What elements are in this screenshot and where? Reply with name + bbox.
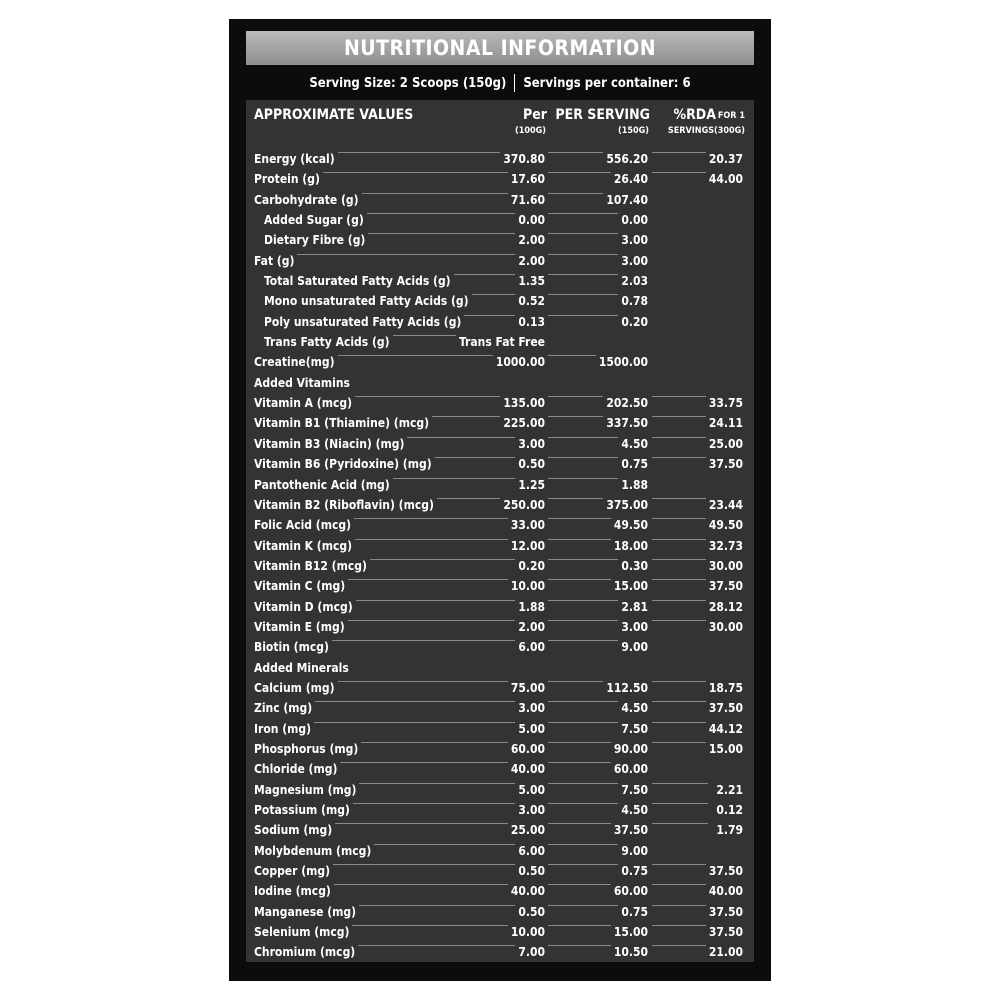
nutrient-rows bbox=[246, 149, 754, 963]
table-row bbox=[246, 800, 754, 820]
table-row bbox=[246, 861, 754, 881]
dotted-leader bbox=[652, 437, 708, 438]
value-per-100g: 7.00 bbox=[515, 945, 545, 959]
value-rda: 33.75 bbox=[706, 396, 743, 410]
value-rda: 37.50 bbox=[706, 925, 743, 939]
value-per-100g: 1000.00 bbox=[493, 355, 545, 369]
dotted-leader bbox=[548, 864, 620, 865]
value-per-100g: 0.50 bbox=[515, 457, 545, 471]
nutrient-name: Creatine(mg) bbox=[254, 355, 338, 369]
value-rda: 37.50 bbox=[706, 701, 743, 715]
table-row bbox=[246, 881, 754, 901]
nutrient-name: Fat (g) bbox=[254, 254, 297, 268]
table-row bbox=[246, 739, 754, 759]
table-row bbox=[246, 922, 754, 942]
header-per-sub: (100G) bbox=[515, 126, 546, 136]
value-per-serving: 0.78 bbox=[618, 294, 648, 308]
dotted-leader bbox=[652, 884, 708, 885]
label-title: NUTRITIONAL INFORMATION bbox=[343, 36, 657, 60]
nutrient-name: Folic Acid (mcg) bbox=[254, 518, 354, 532]
nutrient-name: Zinc (mg) bbox=[254, 701, 315, 715]
nutrient-name: Energy (kcal) bbox=[254, 152, 338, 166]
nutrient-name: Biotin (mcg) bbox=[254, 640, 332, 654]
nutrient-name: Total Saturated Fatty Acids (g) bbox=[264, 274, 454, 288]
value-per-100g: 0.50 bbox=[515, 864, 545, 878]
dotted-leader bbox=[548, 315, 620, 316]
table-row bbox=[246, 230, 754, 250]
title-bar bbox=[246, 31, 754, 65]
value-per-serving: 556.20 bbox=[603, 152, 648, 166]
value-per-100g: 2.00 bbox=[515, 620, 545, 634]
nutrient-name: Vitamin B2 (Riboflavin) (mcg) bbox=[254, 498, 437, 512]
nutrient-name: Calcium (mg) bbox=[254, 681, 338, 695]
dotted-leader bbox=[548, 254, 620, 255]
dotted-leader bbox=[652, 457, 708, 458]
nutrient-name: Selenium (mcg) bbox=[254, 925, 352, 939]
dotted-leader bbox=[652, 925, 708, 926]
value-per-serving: 10.50 bbox=[611, 945, 648, 959]
value-per-100g: 1.35 bbox=[515, 274, 545, 288]
dotted-leader bbox=[266, 254, 516, 255]
table-row bbox=[246, 536, 754, 556]
value-per-serving: 0.20 bbox=[618, 315, 648, 329]
nutrient-name: Potassium (mg) bbox=[254, 803, 353, 817]
value-per-serving: 60.00 bbox=[611, 884, 648, 898]
table-row bbox=[246, 759, 754, 779]
table-row bbox=[246, 719, 754, 739]
value-rda: 1.79 bbox=[713, 823, 743, 837]
dotted-leader bbox=[548, 701, 620, 702]
value-per-serving: 107.40 bbox=[603, 193, 648, 207]
table-row bbox=[246, 271, 754, 291]
value-per-serving: 4.50 bbox=[618, 701, 648, 715]
value-rda: 49.50 bbox=[706, 518, 743, 532]
dotted-leader bbox=[548, 559, 620, 560]
value-rda: 25.00 bbox=[706, 437, 743, 451]
value-rda: 21.00 bbox=[706, 945, 743, 959]
dotted-leader bbox=[652, 416, 708, 417]
nutrient-name: Vitamin B3 (Niacin) (mg) bbox=[254, 437, 407, 451]
nutrient-name: Vitamin E (mg) bbox=[254, 620, 348, 634]
value-per-100g: 2.00 bbox=[515, 233, 545, 247]
value-per-serving: 1.88 bbox=[618, 478, 648, 492]
nutrient-name: Manganese (mg) bbox=[254, 905, 359, 919]
table-row bbox=[246, 902, 754, 922]
value-per-100g: 6.00 bbox=[515, 844, 545, 858]
table-row bbox=[246, 617, 754, 637]
dotted-leader bbox=[652, 701, 708, 702]
nutrient-name: Dietary Fibre (g) bbox=[264, 233, 368, 247]
value-per-100g: 3.00 bbox=[515, 803, 545, 817]
header-per-serving: PER SERVING bbox=[555, 107, 650, 123]
value-per-100g: Trans Fat Free bbox=[456, 335, 545, 349]
table-row bbox=[246, 942, 754, 962]
value-per-serving: 9.00 bbox=[618, 640, 648, 654]
nutrient-name: Vitamin C (mg) bbox=[254, 579, 348, 593]
value-per-100g: 5.00 bbox=[515, 722, 545, 736]
value-per-serving: 202.50 bbox=[603, 396, 648, 410]
value-per-serving: 3.00 bbox=[618, 620, 648, 634]
value-per-100g: 0.50 bbox=[515, 905, 545, 919]
serving-info bbox=[246, 70, 754, 96]
dotted-leader bbox=[652, 396, 708, 397]
value-per-100g: 1.25 bbox=[515, 478, 545, 492]
value-per-serving: 49.50 bbox=[611, 518, 648, 532]
value-rda: 44.00 bbox=[706, 172, 743, 186]
dotted-leader bbox=[548, 437, 620, 438]
dotted-leader bbox=[652, 579, 708, 580]
value-per-serving: 60.00 bbox=[611, 762, 648, 776]
separator bbox=[514, 74, 515, 92]
dotted-leader bbox=[652, 905, 708, 906]
header-rda-small: FOR 1 bbox=[717, 111, 745, 121]
value-rda: 28.12 bbox=[706, 600, 743, 614]
value-per-100g: 0.52 bbox=[515, 294, 545, 308]
value-per-serving: 337.50 bbox=[603, 416, 648, 430]
dotted-leader bbox=[652, 539, 708, 540]
nutrient-name: Mono unsaturated Fatty Acids (g) bbox=[264, 294, 472, 308]
value-per-100g: 0.20 bbox=[515, 559, 545, 573]
value-per-serving: 26.40 bbox=[611, 172, 648, 186]
table-row bbox=[246, 169, 754, 189]
dotted-leader bbox=[548, 172, 620, 173]
table-row bbox=[246, 413, 754, 433]
table-row bbox=[246, 678, 754, 698]
dotted-leader bbox=[548, 742, 620, 743]
dotted-leader bbox=[548, 640, 620, 641]
value-per-100g: 33.00 bbox=[508, 518, 545, 532]
nutrient-name: Molybdenum (mcg) bbox=[254, 844, 374, 858]
table-row bbox=[246, 434, 754, 454]
table-row bbox=[246, 556, 754, 576]
dotted-leader bbox=[652, 864, 708, 865]
value-per-100g: 2.00 bbox=[515, 254, 545, 268]
nutrient-name: Vitamin B6 (Pyridoxine) (mg) bbox=[254, 457, 435, 471]
value-rda: 0.12 bbox=[713, 803, 743, 817]
dotted-leader bbox=[548, 925, 620, 926]
dotted-leader bbox=[652, 498, 708, 499]
dotted-leader bbox=[548, 274, 620, 275]
table-row bbox=[246, 820, 754, 840]
value-per-100g: 60.00 bbox=[508, 742, 545, 756]
table-row bbox=[246, 780, 754, 800]
value-per-serving: 3.00 bbox=[618, 233, 648, 247]
table-row bbox=[246, 475, 754, 495]
value-rda: 30.00 bbox=[706, 620, 743, 634]
nutrient-name: Magnesium (mg) bbox=[254, 783, 359, 797]
value-rda: 20.37 bbox=[706, 152, 743, 166]
dotted-leader bbox=[652, 559, 708, 560]
table-row bbox=[246, 312, 754, 332]
table-row bbox=[246, 454, 754, 474]
value-per-100g: 12.00 bbox=[508, 539, 545, 553]
value-per-serving: 0.75 bbox=[618, 864, 648, 878]
header-per: Per bbox=[523, 107, 547, 123]
value-rda: 37.50 bbox=[706, 905, 743, 919]
dotted-leader bbox=[548, 803, 620, 804]
servings-per-container: Servings per container: 6 bbox=[523, 75, 691, 91]
dotted-leader bbox=[548, 213, 620, 214]
value-per-serving: 4.50 bbox=[618, 803, 648, 817]
table-row bbox=[246, 251, 754, 271]
value-per-100g: 0.13 bbox=[515, 315, 545, 329]
value-per-100g: 10.00 bbox=[508, 579, 545, 593]
nutrient-name: Vitamin A (mcg) bbox=[254, 396, 355, 410]
dotted-leader bbox=[652, 518, 708, 519]
table-row bbox=[246, 515, 754, 535]
value-per-serving: 1500.00 bbox=[596, 355, 648, 369]
value-per-serving: 15.00 bbox=[611, 579, 648, 593]
value-per-serving: 0.00 bbox=[618, 213, 648, 227]
dotted-leader bbox=[548, 762, 620, 763]
dotted-leader bbox=[548, 579, 620, 580]
nutrient-name: Sodium (mg) bbox=[254, 823, 335, 837]
dotted-leader bbox=[548, 233, 620, 234]
value-rda: 30.00 bbox=[706, 559, 743, 573]
nutrient-name: Vitamin K (mcg) bbox=[254, 539, 355, 553]
value-per-serving: 15.00 bbox=[611, 925, 648, 939]
value-per-serving: 90.00 bbox=[611, 742, 648, 756]
value-per-100g: 250.00 bbox=[500, 498, 545, 512]
header-rda-sub: SERVINGS(300G) bbox=[667, 126, 745, 136]
nutrient-name: Chloride (mg) bbox=[254, 762, 340, 776]
header-per-serving-sub: (150G) bbox=[618, 126, 649, 136]
dotted-leader bbox=[652, 742, 708, 743]
value-per-100g: 10.00 bbox=[508, 925, 545, 939]
dotted-leader bbox=[652, 823, 708, 824]
dotted-leader bbox=[548, 884, 620, 885]
dotted-leader bbox=[548, 478, 620, 479]
value-per-serving: 37.50 bbox=[611, 823, 648, 837]
nutrient-name: Added Vitamins bbox=[254, 376, 353, 390]
value-per-100g: 75.00 bbox=[508, 681, 545, 695]
dotted-leader bbox=[652, 152, 708, 153]
table-row bbox=[246, 291, 754, 311]
value-per-serving: 0.75 bbox=[618, 905, 648, 919]
value-rda: 32.73 bbox=[706, 539, 743, 553]
dotted-leader bbox=[652, 803, 708, 804]
table-row bbox=[246, 597, 754, 617]
nutrient-name: Poly unsaturated Fatty Acids (g) bbox=[264, 315, 464, 329]
value-per-100g: 40.00 bbox=[508, 884, 545, 898]
value-per-100g: 3.00 bbox=[515, 437, 545, 451]
dotted-leader bbox=[652, 681, 708, 682]
value-rda: 40.00 bbox=[706, 884, 743, 898]
value-per-100g: 135.00 bbox=[500, 396, 545, 410]
value-per-serving: 2.03 bbox=[618, 274, 648, 288]
table-row bbox=[246, 373, 754, 393]
nutrient-name: Iodine (mcg) bbox=[254, 884, 334, 898]
dotted-leader bbox=[548, 783, 620, 784]
dotted-leader bbox=[548, 518, 620, 519]
dotted-leader bbox=[548, 457, 620, 458]
value-rda: 37.50 bbox=[706, 457, 743, 471]
dotted-leader bbox=[652, 600, 708, 601]
value-rda: 44.12 bbox=[706, 722, 743, 736]
value-per-100g: 17.60 bbox=[508, 172, 545, 186]
value-per-100g: 225.00 bbox=[500, 416, 545, 430]
header-approximate-values: APPROXIMATE VALUES bbox=[254, 107, 414, 123]
dotted-leader bbox=[548, 945, 620, 946]
value-rda: 23.44 bbox=[706, 498, 743, 512]
table-row bbox=[246, 576, 754, 596]
value-rda: 2.21 bbox=[713, 783, 743, 797]
value-per-100g: 0.00 bbox=[515, 213, 545, 227]
value-per-serving: 9.00 bbox=[618, 844, 648, 858]
header-rda: %RDA bbox=[673, 107, 716, 123]
nutrient-name: Trans Fatty Acids (g) bbox=[264, 335, 393, 349]
value-per-serving: 18.00 bbox=[611, 539, 648, 553]
table-row bbox=[246, 210, 754, 230]
dotted-leader bbox=[548, 600, 620, 601]
nutrient-name: Copper (mg) bbox=[254, 864, 333, 878]
nutrient-name: Added Minerals bbox=[254, 661, 352, 675]
value-rda: 15.00 bbox=[706, 742, 743, 756]
dotted-leader bbox=[652, 783, 708, 784]
value-per-100g: 3.00 bbox=[515, 701, 545, 715]
value-rda: 24.11 bbox=[706, 416, 743, 430]
dotted-leader bbox=[652, 172, 708, 173]
nutrient-name: Vitamin D (mcg) bbox=[254, 600, 356, 614]
dotted-leader bbox=[548, 722, 620, 723]
value-rda: 37.50 bbox=[706, 864, 743, 878]
value-per-serving: 0.30 bbox=[618, 559, 648, 573]
serving-size: Serving Size: 2 Scoops (150g) bbox=[309, 75, 507, 91]
value-per-serving: 3.00 bbox=[618, 254, 648, 268]
value-per-100g: 71.60 bbox=[508, 193, 545, 207]
nutrient-name: Carbohydrate (g) bbox=[254, 193, 362, 207]
dotted-leader bbox=[548, 539, 620, 540]
value-per-serving: 4.50 bbox=[618, 437, 648, 451]
table-row bbox=[246, 332, 754, 352]
nutrient-name: Vitamin B12 (mcg) bbox=[254, 559, 370, 573]
value-per-serving: 375.00 bbox=[603, 498, 648, 512]
nutrient-name: Chromium (mcg) bbox=[254, 945, 358, 959]
table-row bbox=[246, 841, 754, 861]
value-per-serving: 0.75 bbox=[618, 457, 648, 471]
table-row bbox=[246, 352, 754, 372]
value-per-100g: 25.00 bbox=[508, 823, 545, 837]
dotted-leader bbox=[548, 905, 620, 906]
dotted-leader bbox=[548, 844, 620, 845]
dotted-leader bbox=[652, 722, 708, 723]
nutrient-name: Phosphorus (mg) bbox=[254, 742, 361, 756]
value-rda: 37.50 bbox=[706, 579, 743, 593]
nutrient-name: Added Sugar (g) bbox=[264, 213, 367, 227]
nutrition-table bbox=[246, 100, 754, 962]
value-per-serving: 2.81 bbox=[618, 600, 648, 614]
table-row bbox=[246, 637, 754, 657]
value-per-serving: 112.50 bbox=[603, 681, 648, 695]
value-per-100g: 5.00 bbox=[515, 783, 545, 797]
table-row bbox=[246, 190, 754, 210]
dotted-leader bbox=[548, 294, 620, 295]
value-per-serving: 7.50 bbox=[618, 783, 648, 797]
table-row bbox=[246, 393, 754, 413]
nutrient-name: Vitamin B1 (Thiamine) (mcg) bbox=[254, 416, 432, 430]
value-rda: 18.75 bbox=[706, 681, 743, 695]
value-per-100g: 1.88 bbox=[515, 600, 545, 614]
nutrient-name: Iron (mg) bbox=[254, 722, 314, 736]
table-row bbox=[246, 495, 754, 515]
dotted-leader bbox=[652, 620, 708, 621]
nutrient-name: Protein (g) bbox=[254, 172, 323, 186]
table-row bbox=[246, 149, 754, 169]
value-per-serving: 7.50 bbox=[618, 722, 648, 736]
value-per-100g: 370.80 bbox=[500, 152, 545, 166]
dotted-leader bbox=[548, 823, 620, 824]
value-per-100g: 6.00 bbox=[515, 640, 545, 654]
dotted-leader bbox=[548, 620, 620, 621]
nutrient-name: Pantothenic Acid (mg) bbox=[254, 478, 393, 492]
value-per-100g: 40.00 bbox=[508, 762, 545, 776]
dotted-leader bbox=[652, 945, 708, 946]
table-row bbox=[246, 698, 754, 718]
table-row bbox=[246, 658, 754, 678]
